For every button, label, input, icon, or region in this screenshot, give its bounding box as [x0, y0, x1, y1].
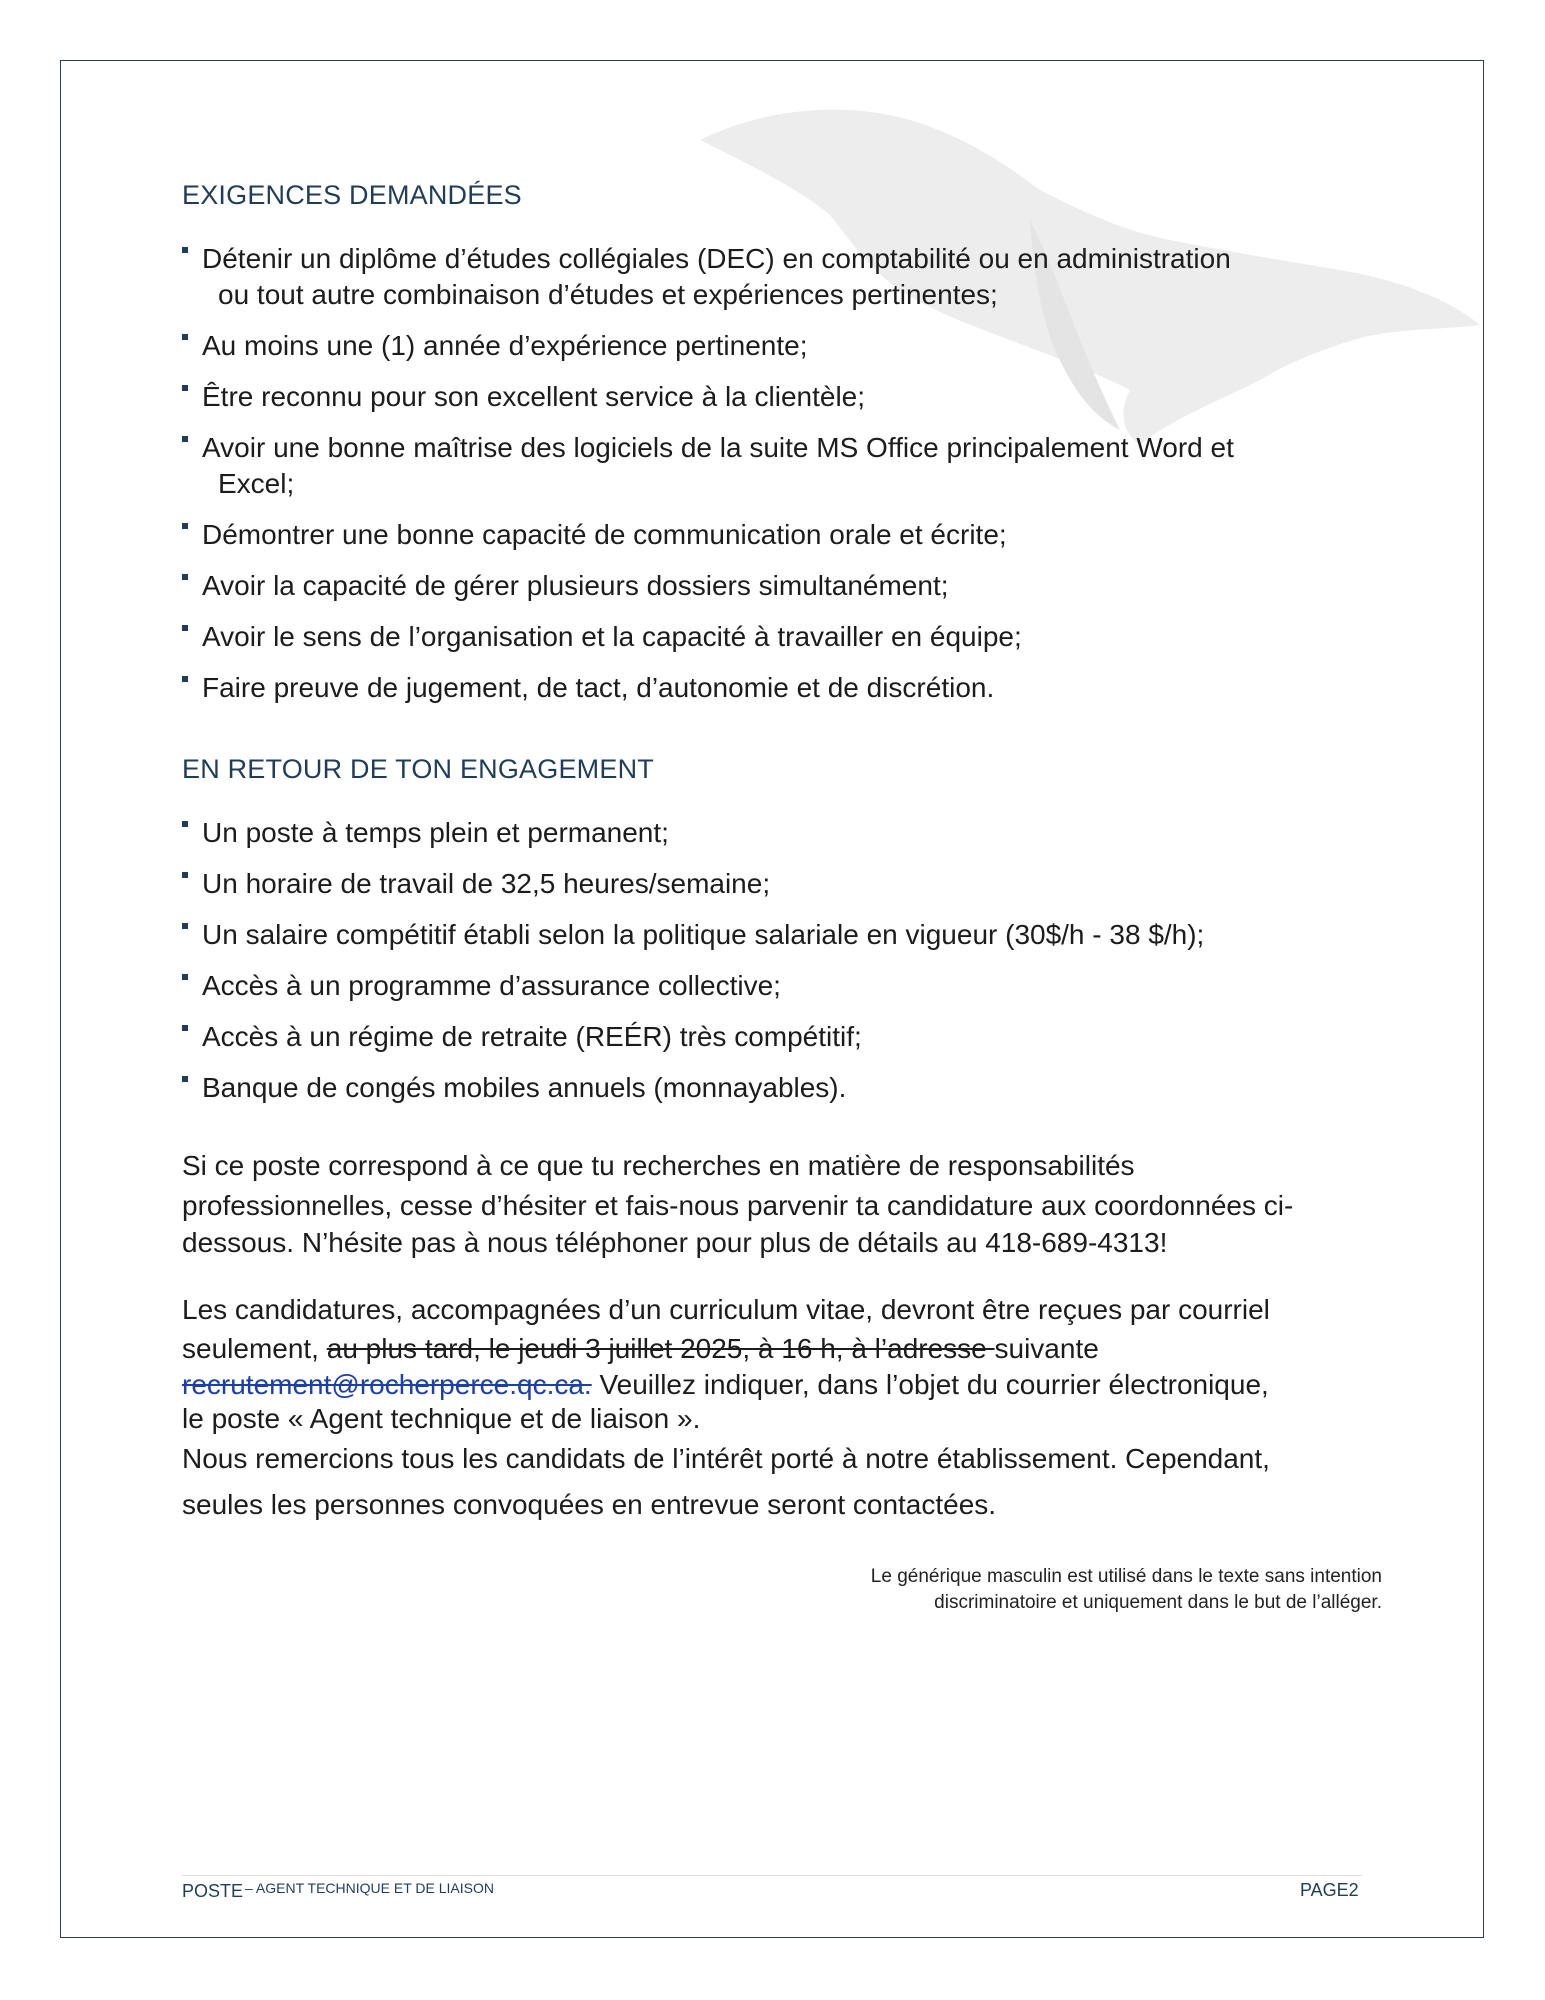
bullet-icon: [182, 923, 188, 929]
page-number: PAGE2: [1300, 1880, 1359, 1900]
footer-divider: [182, 1875, 1362, 1876]
bullet-icon: [182, 574, 188, 580]
closing-paragraph-2: Les candidatures, accompagnées d’un curriculum vitae, devront être reçues par courriel seulement, au plus tard, le jeudi 3 juillet 2025, à 16 h, à l’adresse suivante recrutement@rocherperce.qc.ca. Veuillez indiquer, dans l’objet du courrier électronique, le poste « Agent technique et de liaison ». Nous remercions tous les candidats de l’intérêt porté à notre établissement. Cependant, seules les personnes convoquées en entrevue seront contactées.: [182, 1294, 1270, 1520]
list-item: Accès à un programme d’assurance collective;: [182, 968, 1382, 1004]
bullet-icon: [182, 1025, 188, 1031]
bullet-icon: [182, 1076, 188, 1082]
bullet-icon: [182, 625, 188, 631]
list-item: Avoir une bonne maîtrise des logiciels de la suite MS Office principalement Word et Excel;: [182, 430, 1382, 502]
bullet-icon: [182, 974, 188, 980]
email-link[interactable]: recrutement@rocherperce.qc.ca.: [182, 1369, 592, 1400]
disclaimer-note: Le générique masculin est utilisé dans le texte sans intention discriminatoire et uniquement dans le but de l’alléger.: [870, 1566, 1382, 1613]
bullet-icon: [182, 334, 188, 340]
closing-paragraph-1: Si ce poste correspond à ce que tu recherches en matière de responsabilités professionnelles, cesse d’hésiter et fais-nous parvenir ta candidature aux coordonnées ci- dessous. N’hésite pas à nous téléphoner pour plus de détails au 418-689-4313!: [182, 1150, 1294, 1258]
list-item: Accès à un régime de retraite (REÉR) très compétitif;: [182, 1019, 1382, 1055]
footer-title: POSTE $^{- AGENT TECHNIQUE ET DE LIAISON}$: [182, 1880, 494, 1901]
bullet-icon: [182, 385, 188, 391]
list-item: Démontrer une bonne capacité de communication orale et écrite;: [182, 517, 1382, 553]
list-item: Être reconnu pour son excellent service à la clientèle;: [182, 379, 1382, 415]
list-item: Avoir la capacité de gérer plusieurs dossiers simultanément;: [182, 568, 1382, 604]
list-item: Détenir un diplôme d’études collégiales (DEC) en comptabilité ou en administration ou tout autre combinaison d’études et expériences pertinentes;: [182, 241, 1382, 313]
requirements-heading: EXIGENCES DEMANDÉES: [182, 180, 522, 210]
list-item: Un salaire compétitif établi selon la politique salariale en vigueur (30$/h - 38 $/h);: [182, 917, 1382, 953]
list-item: Un poste à temps plein et permanent;: [182, 815, 1382, 851]
bullet-icon: [182, 872, 188, 878]
bullet-icon: [182, 436, 188, 442]
bullet-icon: [182, 676, 188, 682]
requirements-list: [182, 241, 1382, 706]
benefits-list: [182, 815, 1382, 1106]
bullet-icon: [182, 247, 188, 253]
list-item: Au moins une (1) année d’expérience pertinente;: [182, 328, 1382, 364]
struck-deadline-text: au plus tard, le jeudi 3 juillet 2025, à 16 h, à l’adresse: [326, 1333, 995, 1364]
benefits-section: [182, 754, 1382, 1106]
list-item: Un horaire de travail de 32,5 heures/semaine;: [182, 866, 1382, 902]
bullet-icon: [182, 523, 188, 529]
list-item: Faire preuve de jugement, de tact, d’autonomie et de discrétion.: [182, 670, 1382, 706]
bullet-icon: [182, 821, 188, 827]
list-item: Avoir le sens de l’organisation et la capacité à travailler en équipe;: [182, 619, 1382, 655]
benefits-heading: EN RETOUR DE TON ENGAGEMENT: [182, 754, 654, 784]
document-body: [182, 160, 1382, 1616]
list-item: Banque de congés mobiles annuels (monnayables).: [182, 1070, 1382, 1106]
